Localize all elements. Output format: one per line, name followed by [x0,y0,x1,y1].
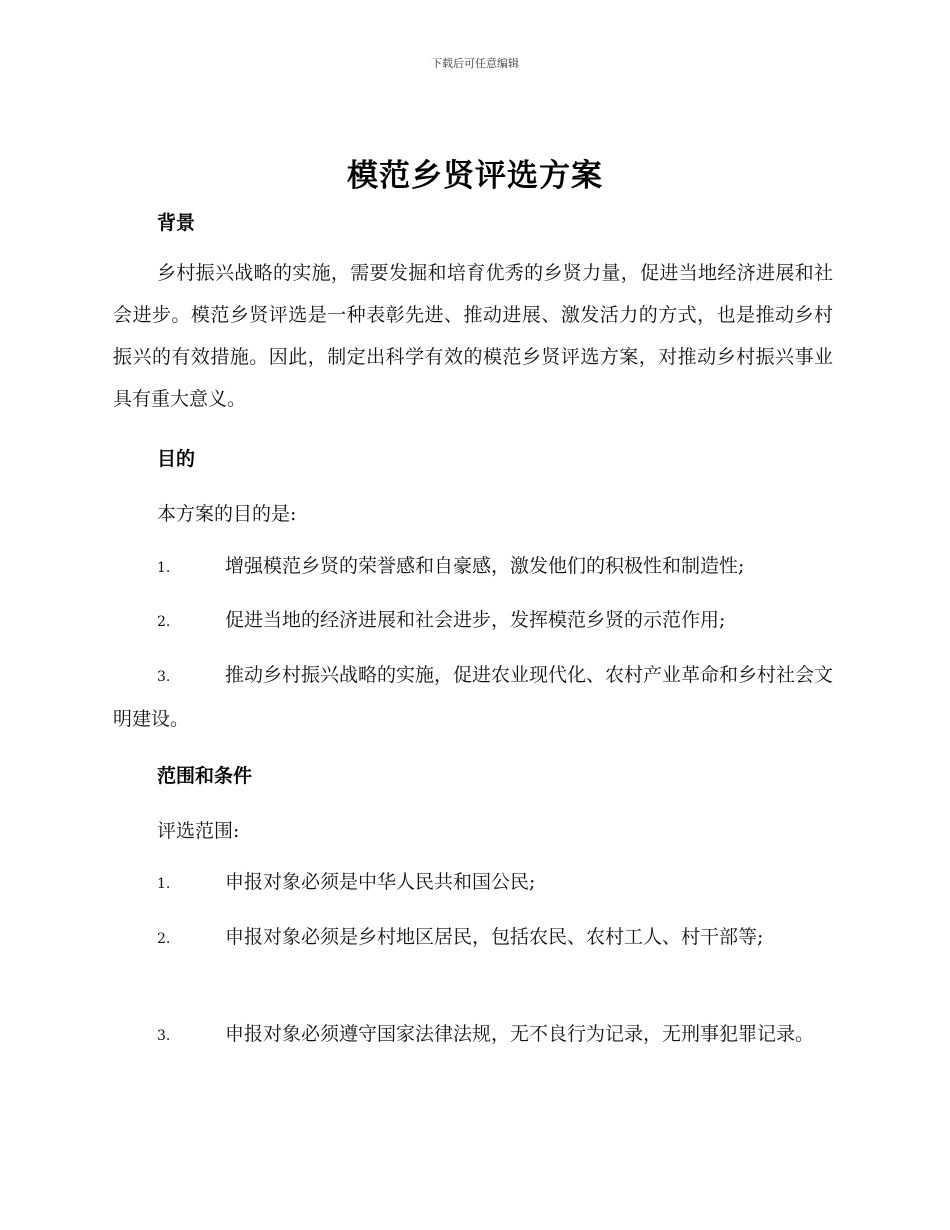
list-item-number: 3. [157,669,171,685]
section-heading-scope: 范围和条件 [157,765,253,787]
scope-intro: 评选范围: [157,820,240,842]
purpose-list-item [113,545,833,589]
page-header-note: 下载后可任意编辑 [431,57,519,70]
document-title: 模范乡贤评选方案 [347,158,603,194]
list-item-number: 1. [157,876,171,892]
purpose-intro: 本方案的目的是: [157,503,297,525]
list-item-number: 2. [157,931,171,947]
list-item-text: 增强模范乡贤的荣誉感和自豪感，激发他们的积极性和制造性; [225,555,745,577]
purpose-list-item [113,599,833,643]
background-paragraph: 乡村振兴战略的实施，需要发掘和培育优秀的乡贤力量，促进当地经济进展和社会进步。模范乡贤评选是一种表彰先进、推动进展、激发活力的方式，也是推动乡村振兴的有效措施。因此，制定出科学有效的模范乡贤评选方案，对推动乡村振兴事业具有重大意义。 [113,262,833,410]
scope-list-item [113,1013,833,1057]
list-item-number: 3. [157,1028,171,1044]
purpose-list-item [113,654,833,740]
scope-list-item [113,861,833,905]
list-item-number: 1. [157,560,171,576]
list-item-text: 促进当地的经济进展和社会进步，发挥模范乡贤的示范作用; [225,609,726,631]
list-item-text: 申报对象必须是乡村地区居民，包括农民、农村工人、村干部等; [225,926,764,948]
list-item-text: 申报对象必须是中华人民共和国公民; [225,871,536,893]
scope-list-item [113,916,833,960]
list-item-text: 推动乡村振兴战略的实施，促进农业现代化、农村产业革命和乡村社会文明建设。 [113,664,834,730]
list-item-number: 2. [157,614,171,630]
list-item-text: 申报对象必须遵守国家法律法规，无不良行为记录，无刑事犯罪记录。 [225,1023,815,1045]
section-heading-background: 背景 [157,212,196,234]
section-heading-purpose: 目的 [157,448,196,470]
